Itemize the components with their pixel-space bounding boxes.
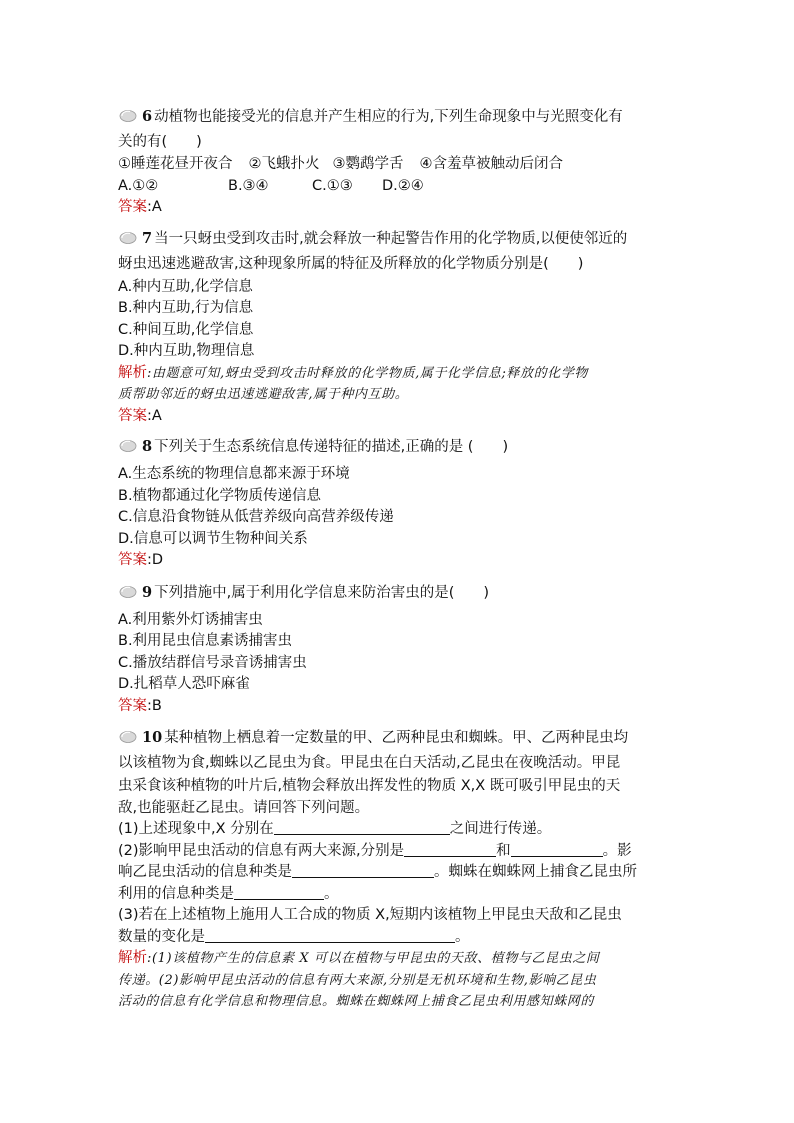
answer-line — [118, 197, 678, 219]
question-stem: 下列措施中,属于利用化学信息来防治害虫的是( ) — [154, 584, 490, 601]
lightbulb-icon — [118, 729, 138, 743]
analysis-line: 质帮助邻近的蚜虫迅速逃避敌害,属于种内互助。 — [118, 387, 409, 402]
question-stem: 当一只蚜虫受到攻击时,就会释放一种起警告作用的化学物质,以便使邻近的 — [154, 230, 628, 247]
question-stem-cont: 虫采食该种植物的叶片后,植物会释放出挥发性的物质 X,X 既可吸引甲昆虫的天 — [118, 778, 621, 794]
answer-line — [118, 550, 678, 572]
statement-item: ②飞蛾扑火 — [248, 156, 320, 172]
question-6 — [118, 104, 678, 219]
question-number: 7 — [142, 229, 153, 247]
question-stem-cont: 以该植物为食,蜘蛛以乙昆虫为食。甲昆虫在白天活动,乙昆虫在夜晚活动。甲昆 — [118, 755, 621, 771]
options-row — [118, 176, 678, 198]
answer-blank[interactable] — [274, 820, 450, 835]
question-10 — [118, 725, 678, 1013]
answer-line — [118, 406, 678, 428]
sub-question-3: (3)若在上述植物上施用人工合成的物质 X,短期内该植物上甲昆虫天敌和乙昆虫 — [118, 907, 622, 923]
answer-label: 答案 — [118, 407, 147, 424]
analysis-line: 传递。(2)影响甲昆虫活动的信息有两大来源,分别是无机环境和生物,影响乙昆虫 — [118, 972, 597, 988]
sub-question-1: (1)上述现象中,X 分别在 之间进行传递。 — [118, 821, 552, 837]
option-d: D.扎稻草人恐吓麻雀 — [118, 676, 250, 692]
option-d: D.种内互助,物理信息 — [118, 343, 255, 359]
analysis-label: 解析 — [118, 364, 147, 381]
answer-value: :D — [147, 552, 164, 568]
question-number: 9 — [142, 583, 153, 601]
answer-label: 答案 — [118, 552, 147, 568]
sub-question-2-cont: 响乙昆虫活动的信息种类是 。蜘蛛在蜘蛛网上捕食乙昆虫所 — [118, 864, 637, 880]
option-b: B.利用昆虫信息素诱捕害虫 — [118, 633, 293, 649]
question-7 — [118, 226, 678, 428]
sub-question-3-cont: 数量的变化是 。 — [118, 928, 470, 945]
option-d: D.②④ — [382, 177, 424, 194]
option-d: D.信息可以调节生物种间关系 — [118, 530, 308, 547]
option-c: C.①③ — [312, 177, 353, 194]
question-8 — [118, 434, 678, 572]
answer-value: :A — [147, 407, 162, 424]
lightbulb-icon — [118, 438, 138, 452]
answer-blank[interactable] — [511, 842, 603, 857]
option-c: C.种间互助,化学信息 — [118, 321, 254, 338]
question-stem-cont: 敌,也能驱赶乙昆虫。请回答下列问题。 — [118, 799, 370, 816]
answer-value: :B — [147, 697, 162, 714]
lightbulb-icon — [118, 584, 138, 598]
statement-list — [118, 154, 678, 176]
question-9 — [118, 580, 678, 718]
answer-blank[interactable] — [292, 863, 434, 878]
answer-blank[interactable] — [234, 885, 324, 900]
option-a: A.利用紫外灯诱捕害虫 — [118, 611, 263, 628]
lightbulb-icon — [118, 108, 138, 122]
question-number: 10 — [142, 729, 163, 746]
question-stem: 某种植物上栖息着一定数量的甲、乙两种昆虫和蜘蛛。甲、乙两种昆虫均 — [164, 730, 629, 746]
option-b: B.种内互助,行为信息 — [118, 300, 254, 316]
statement-item: ③鹦鹉学舌 — [332, 156, 404, 172]
option-a: A.种内互助,化学信息 — [118, 278, 253, 295]
question-stem-cont: 蚜虫迅速逃避敌害,这种现象所属的特征及所释放的化学物质分别是( ) — [118, 255, 584, 272]
option-b: B.植物都通过化学物质传递信息 — [118, 487, 322, 504]
answer-value: :A — [147, 199, 162, 215]
analysis-text: :由题意可知,蚜虫受到攻击时释放的化学物质,属于化学信息;释放的化学物 — [147, 365, 589, 381]
answer-line — [118, 696, 678, 718]
analysis-label: 解析 — [118, 950, 147, 966]
question-number: 6 — [142, 108, 153, 125]
option-c: C.播放结群信号录音诱捕害虫 — [118, 654, 307, 671]
option-a: A.生态系统的物理信息都来源于环境 — [118, 466, 350, 482]
question-number: 8 — [142, 438, 153, 455]
option-c: C.信息沿食物链从低营养级向高营养级传递 — [118, 509, 394, 525]
question-stem-cont: 关的有( ) — [118, 134, 202, 150]
sub-question-2: (2)影响甲昆虫活动的信息有两大来源,分别是 和 。影 — [118, 842, 632, 859]
answer-blank[interactable] — [205, 928, 455, 943]
answer-label: 答案 — [118, 697, 147, 714]
option-b: B.③④ — [228, 177, 269, 194]
statement-item: ①睡莲花昼开夜合 — [118, 156, 233, 172]
lightbulb-icon — [118, 230, 138, 244]
document-page — [118, 104, 678, 1013]
analysis-line — [118, 363, 678, 385]
answer-label: 答案 — [118, 199, 147, 215]
sub-question-2-cont: 利用的信息种类是 。 — [118, 885, 339, 902]
question-stem: 下列关于生态系统信息传递特征的描述,正确的是 ( ) — [154, 439, 509, 455]
statement-item: ④含羞草被触动后闭合 — [419, 156, 563, 172]
answer-blank[interactable] — [404, 842, 496, 857]
analysis-line — [118, 948, 678, 970]
option-a: A.①② — [118, 177, 159, 194]
question-stem: 动植物也能接受光的信息并产生相应的行为,下列生命现象中与光照变化有 — [154, 109, 623, 125]
analysis-text: :(1)该植物产生的信息素 X 可以在植物与甲昆虫的天敌、植物与乙昆虫之间 — [147, 951, 600, 966]
analysis-line: 活动的信息有化学信息和物理信息。蜘蛛在蜘蛛网上捕食乙昆虫利用感知蛛网的 — [118, 994, 595, 1009]
